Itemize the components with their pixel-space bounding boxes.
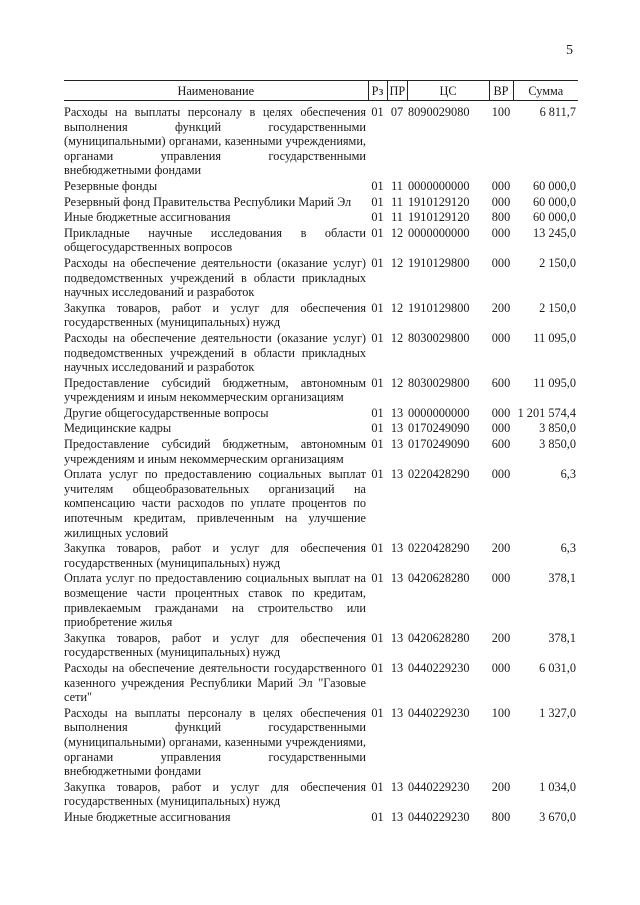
row-rz-cell: 01: [371, 809, 384, 824]
row-vr-cell: 000: [491, 467, 511, 482]
row-name-cell: Медицинские кадры: [64, 421, 172, 436]
row-cs-cell: 0170249090: [408, 437, 470, 452]
row-pr-cell: 13: [390, 405, 404, 420]
table-row: [64, 105, 578, 179]
budget-table: [64, 80, 578, 826]
row-cs-cell: 0170249090: [408, 421, 470, 436]
table-header: [64, 81, 578, 101]
table-row: [64, 661, 578, 706]
row-pr-cell: 11: [391, 210, 403, 225]
row-name-cell: Расходы на обеспечение деятельности (оказание услуг) подведомственных учреждений в области прикладных научных исследований и разработок: [64, 330, 366, 375]
table-row: [64, 421, 578, 437]
row-vr-cell: 000: [491, 194, 511, 209]
table-row: [64, 631, 578, 661]
row-rz-cell: 01: [371, 225, 384, 240]
row-vr-cell: 600: [491, 437, 511, 452]
row-sum-cell: 11 095,0: [533, 330, 576, 345]
row-pr-cell: 13: [390, 660, 404, 675]
row-sum-cell: 3 850,0: [539, 421, 576, 436]
row-pr-cell: 13: [390, 437, 404, 452]
row-rz-cell: 01: [371, 421, 384, 436]
row-cs-cell: 0000000000: [408, 178, 470, 193]
row-rz-cell: 01: [371, 255, 384, 270]
row-pr-cell: 12: [390, 300, 404, 315]
row-pr-cell: 12: [390, 225, 404, 240]
table-row: [64, 376, 578, 406]
row-vr-cell: 000: [491, 660, 511, 675]
row-vr-cell: 800: [491, 210, 511, 225]
row-name-cell: Другие общегосударственные вопросы: [64, 405, 269, 420]
row-name-cell: Оплата услуг по предоставлению социальных выплат на возмещение части процентных ставок по кредитам, привлекаемым гражданами на строительство или приобретение жилья: [64, 571, 366, 630]
row-cs-cell: 0440229230: [408, 809, 470, 824]
row-rz-cell: 01: [371, 779, 384, 794]
table-row: [64, 301, 578, 331]
row-vr-cell: 000: [491, 421, 511, 436]
row-name-cell: Расходы на обеспечение деятельности государственного казенного учреждения Республики Марий Эл "Газовые сети": [64, 660, 366, 705]
row-cs-cell: 0440229230: [408, 660, 470, 675]
row-sum-cell: 6,3: [560, 541, 576, 556]
column-header-sum: Сумма: [513, 81, 578, 101]
row-name-cell: Оплата услуг по предоставлению социальных выплат учителям общеобразовательных организаций на компенсацию части расходов по уплате процентов по ипотечным кредитам, привлеченным на улучшение жилищных условий: [64, 467, 366, 540]
table-row: [64, 810, 578, 826]
row-cs-cell: 1910129800: [408, 300, 470, 315]
row-vr-cell: 000: [491, 330, 511, 345]
column-header-pr: ПР: [387, 81, 407, 101]
row-sum-cell: 2 150,0: [539, 300, 576, 315]
table-row: [64, 541, 578, 571]
row-cs-cell: 0440229230: [408, 705, 470, 720]
row-vr-cell: 200: [491, 630, 511, 645]
table-row: [64, 210, 578, 226]
table-row: [64, 406, 578, 422]
row-pr-cell: 13: [390, 705, 404, 720]
row-rz-cell: 01: [371, 210, 384, 225]
row-pr-cell: 12: [390, 375, 404, 390]
row-rz-cell: 01: [371, 405, 384, 420]
row-pr-cell: 07: [390, 105, 404, 119]
row-sum-cell: 378,1: [548, 571, 576, 586]
row-pr-cell: 13: [390, 779, 404, 794]
row-cs-cell: 1910129120: [408, 210, 470, 225]
row-cs-cell: 0000000000: [408, 405, 470, 420]
row-sum-cell: 6 811,7: [539, 105, 576, 119]
row-pr-cell: 11: [391, 178, 403, 193]
row-vr-cell: 200: [491, 300, 511, 315]
row-sum-cell: 6 031,0: [539, 660, 576, 675]
row-pr-cell: 13: [390, 630, 404, 645]
row-name-cell: Иные бюджетные ассигнования: [64, 210, 231, 225]
column-header-name: Наименование: [64, 81, 368, 101]
row-name-cell: Закупка товаров, работ и услуг для обеспечения государственных (муниципальных) нужд: [64, 300, 366, 330]
row-vr-cell: 200: [491, 541, 511, 556]
row-pr-cell: 13: [390, 571, 404, 586]
column-header-vr: ВР: [489, 81, 513, 101]
row-rz-cell: 01: [371, 467, 384, 482]
row-name-cell: Предоставление субсидий бюджетным, автономным учреждениям и иным некоммерческим организациям: [64, 437, 366, 466]
row-name-cell: Закупка товаров, работ и услуг для обеспечения государственных (муниципальных) нужд: [64, 779, 366, 809]
row-sum-cell: 11 095,0: [533, 375, 576, 390]
row-rz-cell: 01: [371, 541, 384, 556]
row-cs-cell: 0220428290: [408, 541, 470, 556]
row-name-cell: Закупка товаров, работ и услуг для обеспечения государственных (муниципальных) нужд: [64, 541, 366, 570]
table-row: [64, 437, 578, 467]
row-sum-cell: 60 000,0: [532, 210, 576, 225]
row-name-cell: Предоставление субсидий бюджетным, автономным учреждениям и иным некоммерческим организациям: [64, 375, 366, 405]
row-vr-cell: 000: [491, 178, 511, 193]
row-cs-cell: 0220428290: [408, 467, 470, 482]
row-cs-cell: 8030029800: [408, 330, 470, 345]
row-sum-cell: 1 034,0: [539, 779, 576, 794]
row-rz-cell: 01: [371, 571, 384, 586]
row-cs-cell: 0000000000: [408, 225, 470, 240]
row-sum-cell: 2 150,0: [539, 255, 576, 270]
row-cs-cell: 1910129120: [408, 194, 470, 209]
row-sum-cell: 378,1: [548, 630, 576, 645]
row-sum-cell: 13 245,0: [532, 225, 576, 240]
row-name-cell: Расходы на выплаты персоналу в целях обеспечения выполнения функций государственными (муниципальными) органами, казенными учреждениями, органами управления государственными внебюджетными фондами: [64, 705, 366, 779]
row-vr-cell: 000: [491, 405, 511, 420]
row-pr-cell: 13: [390, 809, 404, 824]
row-vr-cell: 800: [491, 809, 511, 824]
table-row: [64, 195, 578, 211]
row-name-cell: Иные бюджетные ассигнования: [64, 809, 231, 824]
row-sum-cell: 1 201 574,4: [517, 405, 576, 420]
table-row: [64, 331, 578, 376]
column-header-cs: ЦС: [407, 81, 489, 101]
row-cs-cell: 0440229230: [408, 779, 470, 794]
row-sum-cell: 1 327,0: [539, 705, 576, 720]
row-cs-cell: 0420628280: [408, 630, 470, 645]
row-name-cell: Расходы на выплаты персоналу в целях обеспечения выполнения функций государственными (муниципальными) органами, казенными учреждениями, органами управления государственными внебюджетными фондами: [64, 105, 366, 178]
row-pr-cell: 13: [390, 541, 404, 556]
row-rz-cell: 01: [371, 178, 384, 193]
row-sum-cell: 60 000,0: [532, 194, 576, 209]
row-pr-cell: 13: [390, 421, 404, 436]
table-row: [64, 256, 578, 301]
row-name-cell: Прикладные научные исследования в области общегосударственных вопросов: [64, 225, 366, 255]
table-body: [64, 101, 578, 826]
table-row: [64, 780, 578, 810]
table-row: [64, 467, 578, 541]
row-pr-cell: 13: [390, 467, 404, 482]
row-cs-cell: 0420628280: [408, 571, 470, 586]
row-vr-cell: 000: [491, 255, 511, 270]
row-vr-cell: 100: [491, 105, 511, 119]
row-rz-cell: 01: [371, 630, 384, 645]
row-pr-cell: 11: [391, 194, 403, 209]
row-name-cell: Расходы на обеспечение деятельности (оказание услуг) подведомственных учреждений в области прикладных научных исследований и разработок: [64, 255, 366, 300]
row-rz-cell: 01: [371, 300, 384, 315]
page-number: 5: [566, 43, 573, 58]
row-rz-cell: 01: [371, 105, 384, 119]
row-vr-cell: 000: [491, 225, 511, 240]
row-cs-cell: 8090029080: [408, 105, 470, 119]
table-row: [64, 571, 578, 630]
row-vr-cell: 200: [491, 779, 511, 794]
row-pr-cell: 12: [390, 255, 404, 270]
row-pr-cell: 12: [390, 330, 404, 345]
row-rz-cell: 01: [371, 437, 384, 452]
row-vr-cell: 100: [491, 705, 511, 720]
row-rz-cell: 01: [371, 194, 384, 209]
row-vr-cell: 600: [491, 375, 511, 390]
row-name-cell: Закупка товаров, работ и услуг для обеспечения государственных (муниципальных) нужд: [64, 630, 366, 660]
row-sum-cell: 60 000,0: [532, 178, 576, 193]
row-sum-cell: 3 850,0: [539, 437, 576, 452]
table-row: [64, 226, 578, 256]
column-header-rz: Рз: [368, 81, 387, 101]
table-row: [64, 706, 578, 780]
row-name-cell: Резервные фонды: [64, 178, 158, 193]
row-vr-cell: 000: [491, 571, 511, 586]
row-rz-cell: 01: [371, 660, 384, 675]
table-row: [64, 179, 578, 195]
row-name-cell: Резервный фонд Правительства Республики Марий Эл: [64, 194, 352, 209]
row-rz-cell: 01: [371, 375, 384, 390]
row-cs-cell: 1910129800: [408, 255, 470, 270]
row-cs-cell: 8030029800: [408, 375, 470, 390]
row-rz-cell: 01: [371, 330, 384, 345]
row-rz-cell: 01: [371, 705, 384, 720]
row-sum-cell: 6,3: [560, 467, 576, 482]
row-sum-cell: 3 670,0: [539, 809, 576, 824]
